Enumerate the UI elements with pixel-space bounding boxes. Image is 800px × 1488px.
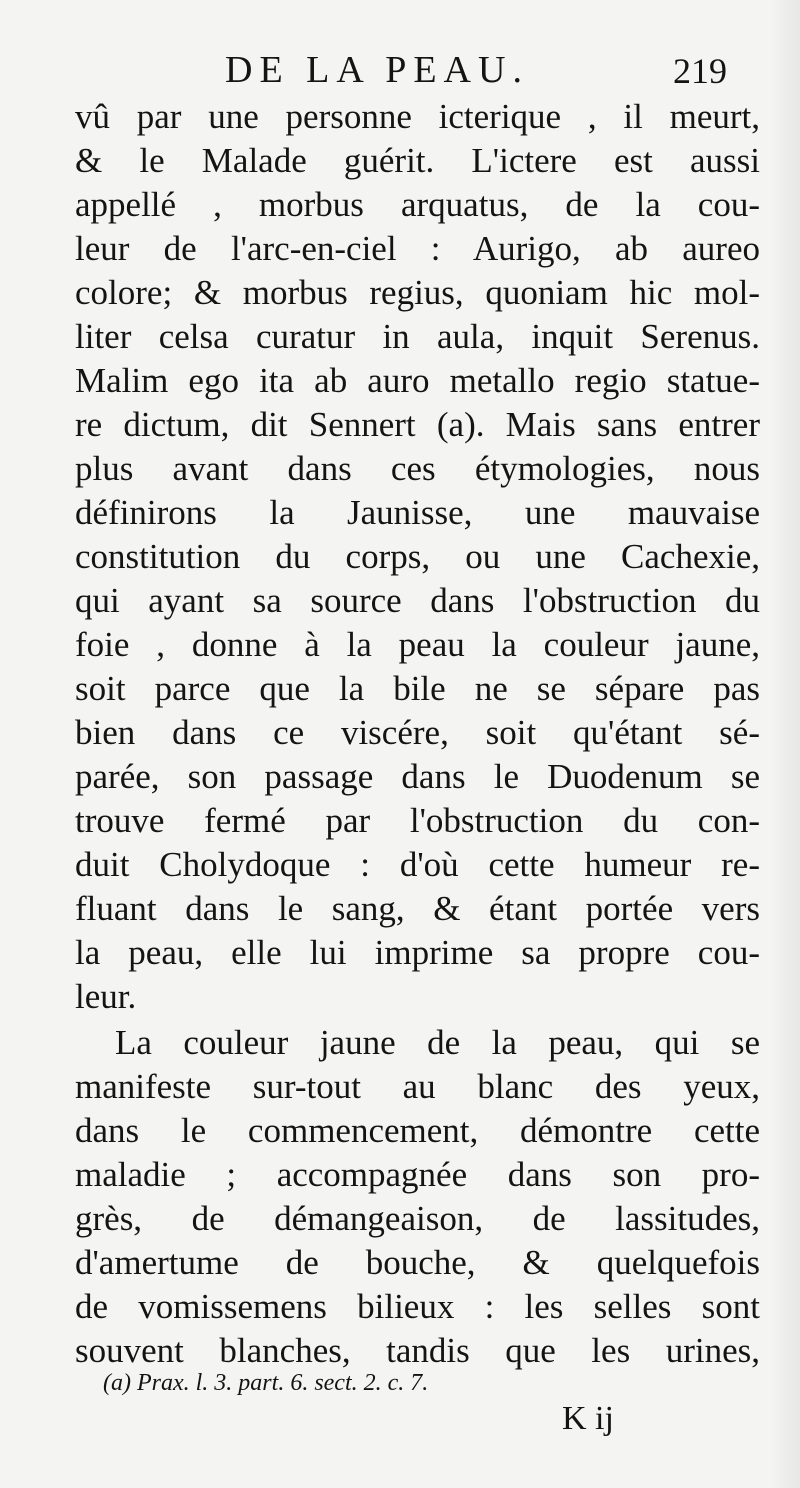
text-line: qui ayant sa source dans l'obstruction du: [75, 581, 760, 620]
text-line: Malim ego ita ab auro metallo regio statue-: [75, 361, 760, 400]
text-line: soit parce que la bile ne se sépare pas: [75, 669, 760, 708]
text-line: dans le commencement, démontre cette: [75, 1111, 760, 1150]
text-line: liter celsa curatur in aula, inquit Serenus.: [75, 317, 760, 356]
text-line: définirons la Jaunisse, une mauvaise: [75, 493, 760, 532]
text-line: maladie ; accompagnée dans son pro-: [75, 1155, 760, 1194]
text-line: foie , donne à la peau la couleur jaune,: [75, 625, 760, 664]
running-title: DE LA PEAU.: [225, 49, 529, 91]
text-line: leur.: [75, 977, 137, 1016]
page-number: 219: [673, 51, 727, 91]
text-line: manifeste sur-tout au blanc des yeux,: [75, 1067, 760, 1106]
text-line: de vomissemens bilieux : les selles sont: [75, 1287, 760, 1326]
text-line: fluant dans le sang, & étant portée vers: [75, 889, 760, 928]
text-line: re dictum, dit Sennert (a). Mais sans entrer: [75, 405, 760, 444]
text-line: leur de l'arc-en-ciel : Aurigo, ab aureo: [75, 229, 760, 268]
text-line: souvent blanches, tandis que les urines,: [75, 1331, 760, 1370]
signature-mark: K ij: [562, 1400, 614, 1437]
footnote: (a) Prax. l. 3. part. 6. sect. 2. c. 7.: [103, 1370, 429, 1396]
text-line: parée, son passage dans le Duodenum se: [75, 757, 760, 796]
text-line: duit Cholydoque : d'où cette humeur re-: [75, 845, 760, 884]
text-line: constitution du corps, ou une Cachexie,: [75, 537, 760, 576]
text-line: la peau, elle lui imprime sa propre cou-: [75, 933, 760, 972]
text-line: plus avant dans ces étymologies, nous: [75, 449, 760, 488]
text-line: d'amertume de bouche, & quelquefois: [75, 1243, 760, 1282]
paragraph-first-line: La couleur jaune de la peau, qui se: [115, 1023, 760, 1062]
facing-page-bleed: [770, 0, 800, 1488]
text-line: vû par une personne icterique , il meurt,: [75, 97, 760, 136]
text-line: bien dans ce viscére, soit qu'étant sé-: [75, 713, 760, 752]
text-line: & le Malade guérit. L'ictere est aussi: [75, 141, 760, 180]
text-line: grès, de démangeaison, de lassitudes,: [75, 1199, 760, 1238]
text-line: appellé , morbus arquatus, de la cou-: [75, 185, 760, 224]
text-line: colore; & morbus regius, quoniam hic mol-: [75, 273, 760, 312]
text-line: trouve fermé par l'obstruction du con-: [75, 801, 760, 840]
